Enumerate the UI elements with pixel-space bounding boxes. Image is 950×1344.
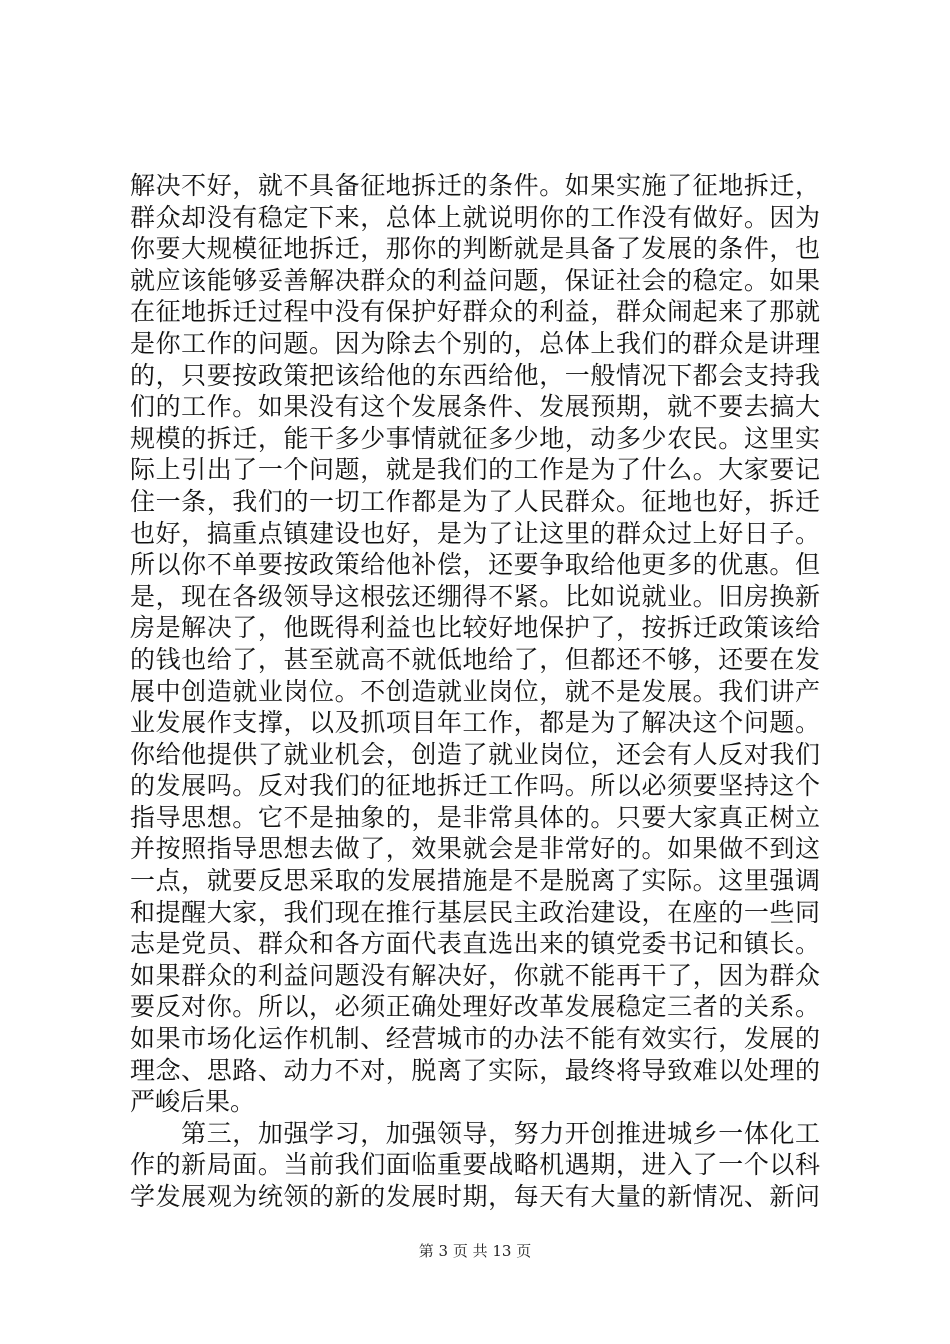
text-line-paragraph-end: 严峻后果。: [130, 1087, 256, 1117]
text-line-paragraph-start: 第三，加强学习，加强领导，努力开创推进城乡一体化工: [130, 1118, 820, 1148]
text-line: 一点，就要反思采取的发展措施是不是脱离了实际。这里强调: [130, 866, 820, 896]
text-line: 的，只要按政策把该给他的东西给他，一般情况下都会支持我: [130, 360, 820, 390]
text-line: 规模的拆迁，能干多少事情就征多少地，动多少农民。这里实: [130, 423, 820, 453]
text-line: 要反对你。所以，必须正确处理好改革发展稳定三者的关系。: [130, 992, 820, 1022]
body-text: [130, 170, 820, 1213]
text-line: 你给他提供了就业机会，创造了就业岗位，还会有人反对我们: [130, 739, 820, 769]
text-line: 理念、思路、动力不对，脱离了实际，最终将导致难以处理的: [130, 1055, 820, 1085]
text-line: 是你工作的问题。因为除去个别的，总体上我们的群众是讲理: [130, 328, 820, 358]
text-line: 志是党员、群众和各方面代表直选出来的镇党委书记和镇长。: [130, 929, 820, 959]
text-line: 学发展观为统领的新的发展时期，每天有大量的新情况、新问: [130, 1182, 820, 1211]
text-line: 如果群众的利益问题没有解决好，你就不能再干了，因为群众: [130, 960, 820, 990]
text-line: 所以你不单要按政策给他补偿，还要争取给他更多的优惠。但: [130, 550, 820, 580]
page-footer: [0, 1240, 950, 1261]
text-line: 如果市场化运作机制、经营城市的办法不能有效实行，发展的: [130, 1024, 820, 1054]
text-line: 是，现在各级领导这根弦还绷得不紧。比如说就业。旧房换新: [130, 581, 820, 611]
text-line: 住一条，我们的一切工作都是为了人民群众。征地也好，拆迁: [130, 486, 820, 516]
text-line: 你要大规模征地拆迁，那你的判断就是具备了发展的条件，也: [130, 234, 820, 264]
text-line: 就应该能够妥善解决群众的利益问题，保证社会的稳定。如果: [130, 265, 820, 295]
text-line: 的发展吗。反对我们的征地拆迁工作吗。所以必须要坚持这个: [130, 771, 820, 801]
text-line: 业发展作支撑，以及抓项目年工作，都是为了解决这个问题。: [130, 708, 820, 738]
text-line: 房是解决了，他既得利益也比较好地保护了，按拆迁政策该给: [130, 613, 820, 643]
text-line: 也好，搞重点镇建设也好，是为了让这里的群众过上好日子。: [130, 518, 820, 548]
text-line: 的钱也给了，甚至就高不就低地给了，但都还不够，还要在发: [130, 644, 820, 674]
text-line: 指导思想。它不是抽象的，是非常具体的。只要大家真正树立: [130, 802, 820, 832]
text-line: 在征地拆迁过程中没有保护好群众的利益，群众闹起来了那就: [130, 297, 820, 327]
page-number-label: 第 3 页 共 13 页: [418, 1242, 532, 1260]
text-line: 群众却没有稳定下来，总体上就说明你的工作没有做好。因为: [130, 202, 820, 232]
text-line: 和提醒大家，我们现在推行基层民主政治建设，在座的一些同: [130, 897, 820, 927]
text-line: 们的工作。如果没有这个发展条件、发展预期，就不要去搞大: [130, 392, 820, 422]
text-line: 解决不好，就不具备征地拆迁的条件。如果实施了征地拆迁，: [130, 171, 820, 200]
text-line: 并按照指导思想去做了，效果就会是非常好的。如果做不到这: [130, 834, 820, 864]
text-line: 展中创造就业岗位。不创造就业岗位，就不是发展。我们讲产: [130, 676, 820, 706]
text-line: 作的新局面。当前我们面临重要战略机遇期，进入了一个以科: [130, 1150, 820, 1180]
text-line: 际上引出了一个问题，就是我们的工作是为了什么。大家要记: [130, 455, 820, 485]
